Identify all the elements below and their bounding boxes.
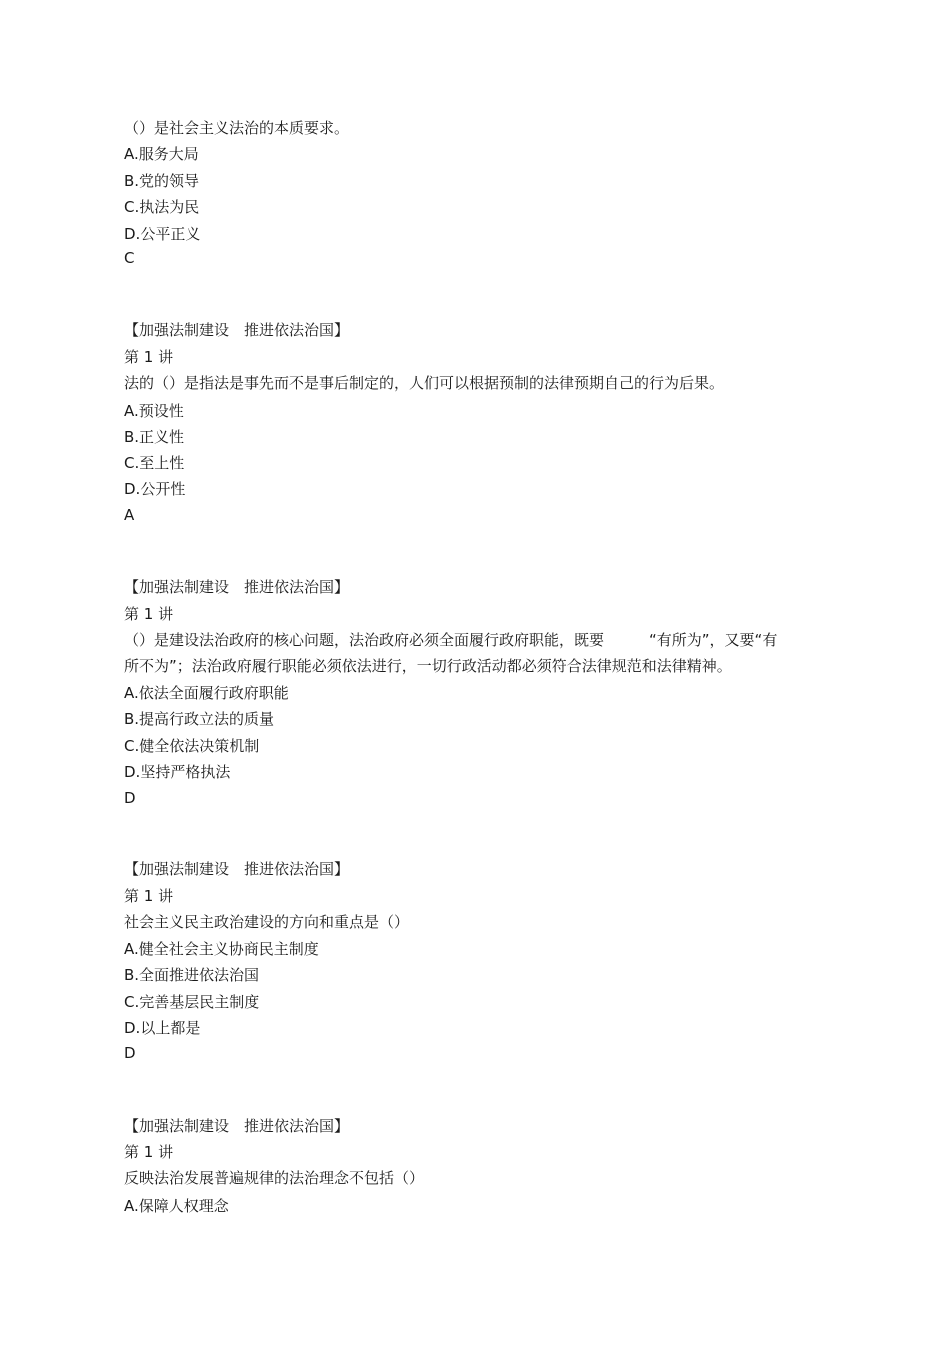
lecture-label: 第 1 讲: [124, 1143, 174, 1161]
option-c: C.健全依法决策机制: [124, 737, 260, 755]
question-stem-line1: （）是建设法治政府的核心问题，法治政府必须全面履行政府职能，既要 “有所为”，又要“有: [124, 631, 778, 649]
option-d: D.公开性: [124, 480, 186, 498]
lecture-label: 第 1 讲: [124, 605, 174, 623]
answer: D: [124, 1044, 136, 1062]
option-c: C.执法为民: [124, 198, 200, 216]
question-stem: 社会主义民主政治建设的方向和重点是（）: [124, 913, 410, 931]
lecture-label: 第 1 讲: [124, 348, 174, 366]
option-a: A.依法全面履行政府职能: [124, 684, 289, 702]
answer: C: [124, 249, 135, 267]
option-a: A.服务大局: [124, 145, 199, 163]
lecture-label: 第 1 讲: [124, 887, 174, 905]
option-d: D.以上都是: [124, 1019, 201, 1037]
section-heading: 【加强法制建设 推进依法治国】: [124, 860, 350, 878]
option-d: D.坚持严格执法: [124, 763, 231, 781]
option-c: C.至上性: [124, 454, 185, 472]
question-stem: （）是社会主义法治的本质要求。: [124, 119, 350, 137]
section-heading: 【加强法制建设 推进依法治国】: [124, 1117, 350, 1135]
option-b: B.党的领导: [124, 172, 200, 190]
option-b: B.正义性: [124, 428, 185, 446]
question-stem-line2: 所不为”；法治政府履行职能必须依法进行，一切行政活动都必须符合法律规范和法律精神。: [124, 657, 732, 675]
answer: D: [124, 789, 136, 807]
section-heading: 【加强法制建设 推进依法治国】: [124, 578, 350, 596]
option-c: C.完善基层民主制度: [124, 993, 260, 1011]
option-b: B.全面推进依法治国: [124, 966, 260, 984]
option-d: D.公平正义: [124, 225, 201, 243]
answer: A: [124, 506, 135, 524]
option-b: B.提高行政立法的质量: [124, 710, 275, 728]
question-stem: 法的（）是指法是事先而不是事后制定的，人们可以根据预制的法律预期自己的行为后果。: [124, 374, 725, 392]
option-a: A.保障人权理念: [124, 1197, 229, 1215]
option-a: A.健全社会主义协商民主制度: [124, 940, 319, 958]
option-a: A.预设性: [124, 402, 184, 420]
section-heading: 【加强法制建设 推进依法治国】: [124, 321, 350, 339]
question-stem: 反映法治发展普遍规律的法治理念不包括（）: [124, 1169, 425, 1187]
